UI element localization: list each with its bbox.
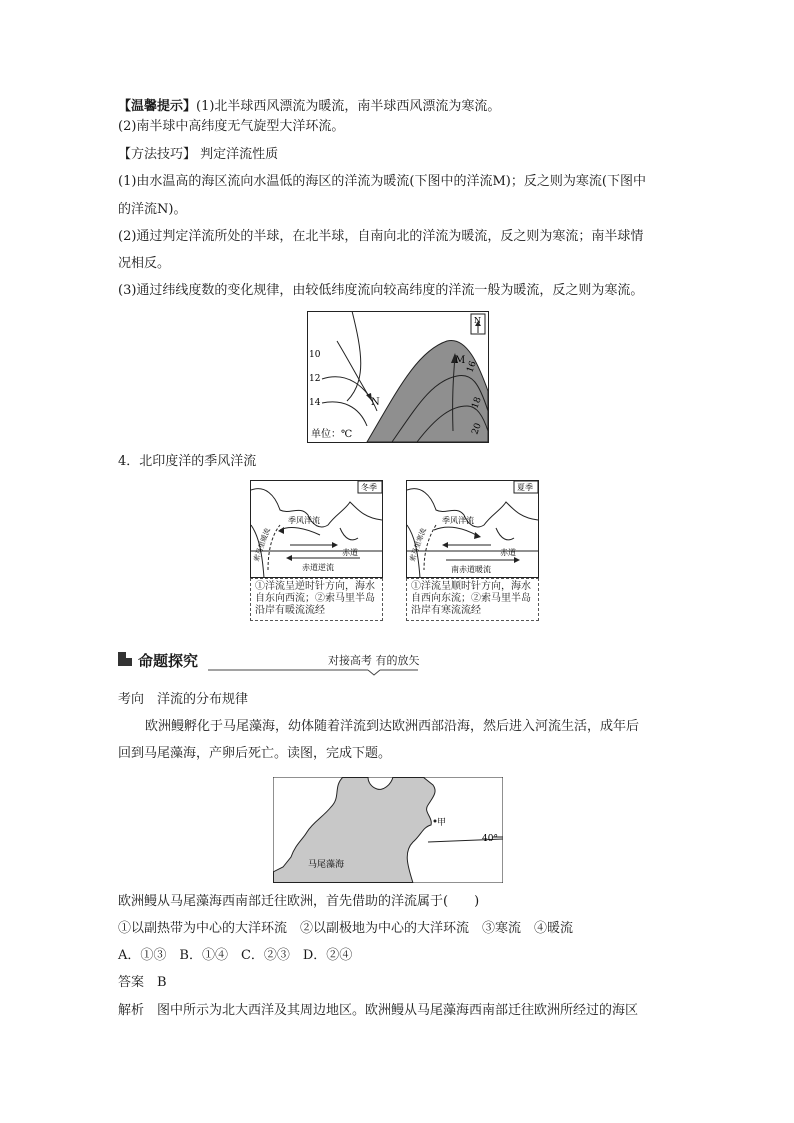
winter-season-label: 冬季 xyxy=(361,483,377,492)
method-heading: 【方法技巧】 判定洋流性质 xyxy=(118,147,279,162)
summer-caption-1: ①洋流呈顺时针方向，海水 xyxy=(411,581,531,592)
question-choices: A．①③ B．①④ C．②③ D．②④ xyxy=(118,948,353,963)
question-answer: 答案 B xyxy=(118,975,167,990)
current-n-label: N xyxy=(371,397,380,408)
summer-map xyxy=(406,480,539,578)
method-p2b: 况相反。 xyxy=(118,256,171,271)
question-prompt: 欧洲鳗从马尾藻海西南部迁往欧洲，首先借助的洋流属于( ) xyxy=(118,894,480,909)
summer-season-label: 夏季 xyxy=(517,483,533,492)
winter-equator-label: 赤道 xyxy=(342,548,358,557)
question-direction: 考向 洋流的分布规律 xyxy=(118,692,249,707)
winter-caption xyxy=(250,578,383,621)
summer-caption-2: 自西向东流；②索马里半岛 xyxy=(411,593,531,604)
winter-caption-1: ①洋流呈逆时针方向，海水 xyxy=(255,581,375,592)
question-options: ①以副热带为中心的大洋环流 ②以副极地为中心的大洋环流 ③寒流 ④暖流 xyxy=(118,921,574,936)
tip-line-1 xyxy=(118,99,500,115)
iso-16: 16 xyxy=(465,359,479,375)
section-header xyxy=(118,646,682,676)
winter-caption-3: 沿岸有暖流流经 xyxy=(255,605,325,616)
atlantic-map xyxy=(273,777,503,883)
summer-caption-3: 沿岸有寒流流经 xyxy=(411,605,481,616)
map-lat-label: 40° xyxy=(482,834,498,844)
section-title: 命题探究 xyxy=(138,652,199,670)
north-label: N xyxy=(474,316,481,325)
iso-14: 14 xyxy=(309,398,321,408)
iso-20: 20 xyxy=(470,421,484,437)
summer-somali-label: 索马里寒流 xyxy=(408,527,428,563)
summer-monsoon-label: 季风洋流 xyxy=(442,516,474,525)
current-m-label: M xyxy=(455,355,466,366)
method-p1a: (1)由水温高的海区流向水温低的海区的洋流为暖流(下图中的洋流M)；反之则为寒流(下图中 xyxy=(118,174,646,189)
section-subtitle: 对接高考 有的放矢 xyxy=(328,654,420,667)
method-p1b: 的洋流N)。 xyxy=(118,202,187,217)
winter-monsoon-label: 季风洋流 xyxy=(288,516,320,525)
method-p3: (3)通过纬线度数的变化规律，由较低纬度流向较高纬度的洋流一般为暖流，反之则为寒流。 xyxy=(118,283,644,298)
question-stem-2: 回到马尾藻海，产卵后死亡。读图，完成下题。 xyxy=(118,746,392,761)
tip-label: 【温馨提示】 xyxy=(118,99,197,114)
winter-map xyxy=(250,480,383,578)
iso-18: 18 xyxy=(470,395,484,411)
winter-caption-2: 自东向西流；②索马里半岛 xyxy=(255,593,375,604)
monsoon-heading: 4．北印度洋的季风洋流 xyxy=(118,454,257,469)
winter-counter-label: 赤道逆流 xyxy=(302,563,334,572)
tip-text-1: (1)北半球西风漂流为暖流，南半球西风漂流为寒流。 xyxy=(196,99,501,114)
iso-10: 10 xyxy=(309,350,321,360)
winter-somali-label: 索马里暖流 xyxy=(252,527,272,563)
summer-equator-label: 赤道 xyxy=(500,548,516,557)
question-stem-1: 欧洲鳗孵化于马尾藻海，幼体随着洋流到达欧洲西部沿海，然后进入河流生活，成年后 xyxy=(145,719,640,734)
section-rule xyxy=(118,646,682,676)
summer-caption xyxy=(406,578,539,621)
isotherm-figure xyxy=(307,311,489,443)
summer-counter-label: 南赤道暖流 xyxy=(451,565,491,574)
method-p2a: (2)通过判定洋流所处的半球，在北半球，自南向北的洋流为暖流，反之则为寒流；南半球情 xyxy=(118,229,644,244)
tip-line-2: (2)南半球中高纬度无气旋型大洋环流。 xyxy=(118,119,345,134)
question-analysis: 解析 图中所示为北大西洋及其周边地区。欧洲鳗从马尾藻海西南部迁往欧洲所经过的海区 xyxy=(118,1003,639,1018)
map-jia-label: 甲 xyxy=(437,818,447,828)
map-sea-label: 马尾藻海 xyxy=(308,860,345,870)
iso-12: 12 xyxy=(309,374,321,384)
unit-label: 单位：℃ xyxy=(311,429,353,440)
